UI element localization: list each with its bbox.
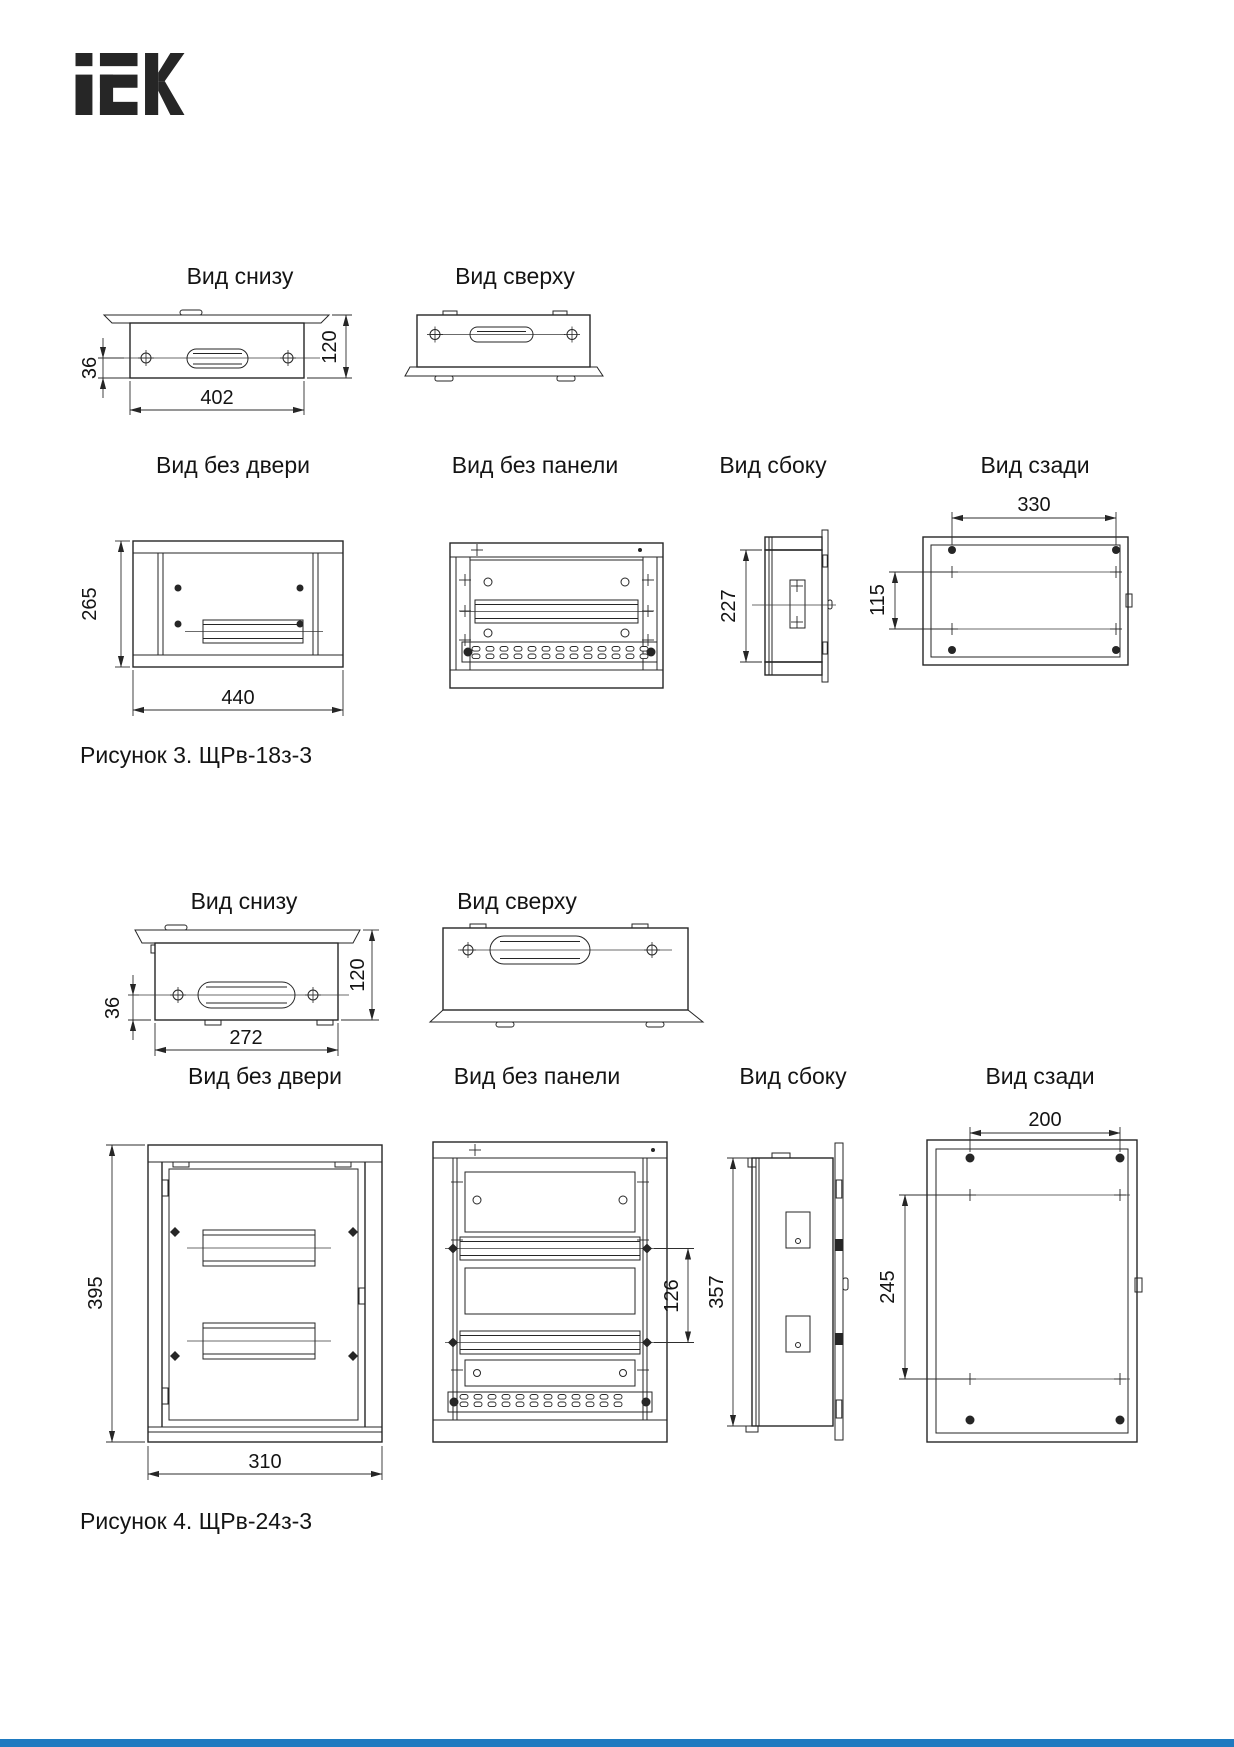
- view-title-fig3-top: Вид сверху: [455, 263, 575, 289]
- front-flange: [135, 930, 360, 943]
- hinge: [162, 1388, 168, 1404]
- view-title-fig3-no-panel: Вид без панели: [451, 452, 619, 478]
- drawing-fig4-side-view: [700, 1120, 860, 1455]
- mount-tab: [317, 1020, 333, 1025]
- view-title-fig3-rear: Вид сзади: [980, 452, 1090, 478]
- dimension-357: [706, 1158, 749, 1426]
- latch: [843, 1278, 848, 1290]
- din-rail: [445, 1331, 657, 1354]
- dimension-310: [148, 1446, 382, 1480]
- foot: [646, 1022, 664, 1027]
- screw-icon: [305, 987, 321, 1003]
- mount-tab: [205, 1020, 221, 1025]
- dim-label-height: 227: [718, 589, 740, 623]
- din-rail: [445, 1237, 657, 1260]
- latch: [359, 1288, 365, 1304]
- din-rail: [187, 1323, 331, 1359]
- dim-label-height: 357: [706, 1275, 728, 1309]
- view-title-fig4-rear: Вид сзади: [985, 1063, 1095, 1089]
- screw-icon: [460, 942, 476, 958]
- dim-label-rail-spacing: 126: [661, 1279, 683, 1313]
- screw-icon: [644, 942, 660, 958]
- dim-label-width: 200: [1028, 1109, 1062, 1131]
- view-title-fig4-no-panel: Вид без панели: [453, 1063, 621, 1089]
- footer-rule: [0, 1739, 1234, 1747]
- dim-label-width: 310: [248, 1451, 282, 1473]
- dim-label-height: 265: [79, 587, 101, 621]
- side-knockout: [786, 1316, 810, 1352]
- dim-label-width: 272: [229, 1027, 263, 1049]
- mounting-panel: [465, 1172, 635, 1232]
- enclosure-body: [148, 1145, 382, 1442]
- view-title-fig3-no-door: Вид без двери: [156, 452, 310, 478]
- screw-cross-icon: [469, 1144, 481, 1156]
- dimension-126: [654, 1249, 694, 1343]
- din-rail: [187, 1230, 331, 1266]
- dimension-245: [877, 1195, 964, 1379]
- dim-label-offset: 245: [877, 1270, 899, 1304]
- drawing-fig4-rear-view: [860, 1080, 1160, 1465]
- foot: [746, 1426, 758, 1432]
- mount-hole-icon: [964, 1189, 976, 1201]
- view-title-fig4-side: Вид сбоку: [739, 1063, 847, 1089]
- drawing-fig4-top-view: [420, 920, 720, 1032]
- dim-label-offset: 36: [102, 996, 124, 1020]
- dim-label-width: 402: [200, 387, 234, 409]
- view-title-fig4-bottom: Вид снизу: [190, 888, 298, 914]
- dim-label-offset: 115: [867, 584, 889, 616]
- foot: [496, 1022, 514, 1027]
- mount-hole-icon: [964, 1373, 976, 1385]
- side-knockout: [786, 1212, 810, 1248]
- front-flange: [430, 1010, 703, 1022]
- door-opening: [169, 1169, 358, 1420]
- hinge-bump: [165, 925, 187, 930]
- dim-label-height: 120: [319, 330, 341, 364]
- dim-label-height: 120: [347, 958, 369, 992]
- dimension-395: [85, 1145, 145, 1442]
- view-title-fig3-bottom: Вид снизу: [186, 263, 294, 289]
- dimension-200: [970, 1109, 1120, 1152]
- dimension-36: [102, 975, 151, 1040]
- figure-3-caption: Рисунок 3. ЩРв-18з-3: [80, 742, 313, 768]
- latch: [1135, 1278, 1142, 1292]
- dim-label-height: 395: [85, 1276, 107, 1310]
- enclosure-body: [752, 1158, 833, 1426]
- enclosure-body: [927, 1140, 1137, 1442]
- view-title-fig3-side: Вид сбоку: [719, 452, 827, 478]
- dim-label-width: 330: [1017, 494, 1051, 516]
- view-title-fig4-no-door: Вид без двери: [188, 1063, 342, 1089]
- dimension-272: [155, 1023, 338, 1056]
- hinge: [162, 1180, 168, 1196]
- dim-label-offset: 36: [79, 356, 101, 380]
- mount-hole-icon: [1114, 1373, 1126, 1385]
- drawing-fig4-front-no-door: [85, 1120, 405, 1485]
- mount-hole-icon: [1114, 1189, 1126, 1201]
- screw-icon: [170, 987, 186, 1003]
- figure-4-caption: Рисунок 4. ЩРв-24з-3: [80, 1508, 313, 1534]
- enclosure-body: [443, 928, 688, 1010]
- drawing-fig4-front-no-panel: [420, 1120, 720, 1455]
- drawing-fig4-bottom-view: [95, 920, 395, 1070]
- dim-label-width: 440: [221, 687, 255, 709]
- view-title-fig4-top: Вид сверху: [457, 888, 577, 914]
- terminal-strip: [448, 1392, 652, 1412]
